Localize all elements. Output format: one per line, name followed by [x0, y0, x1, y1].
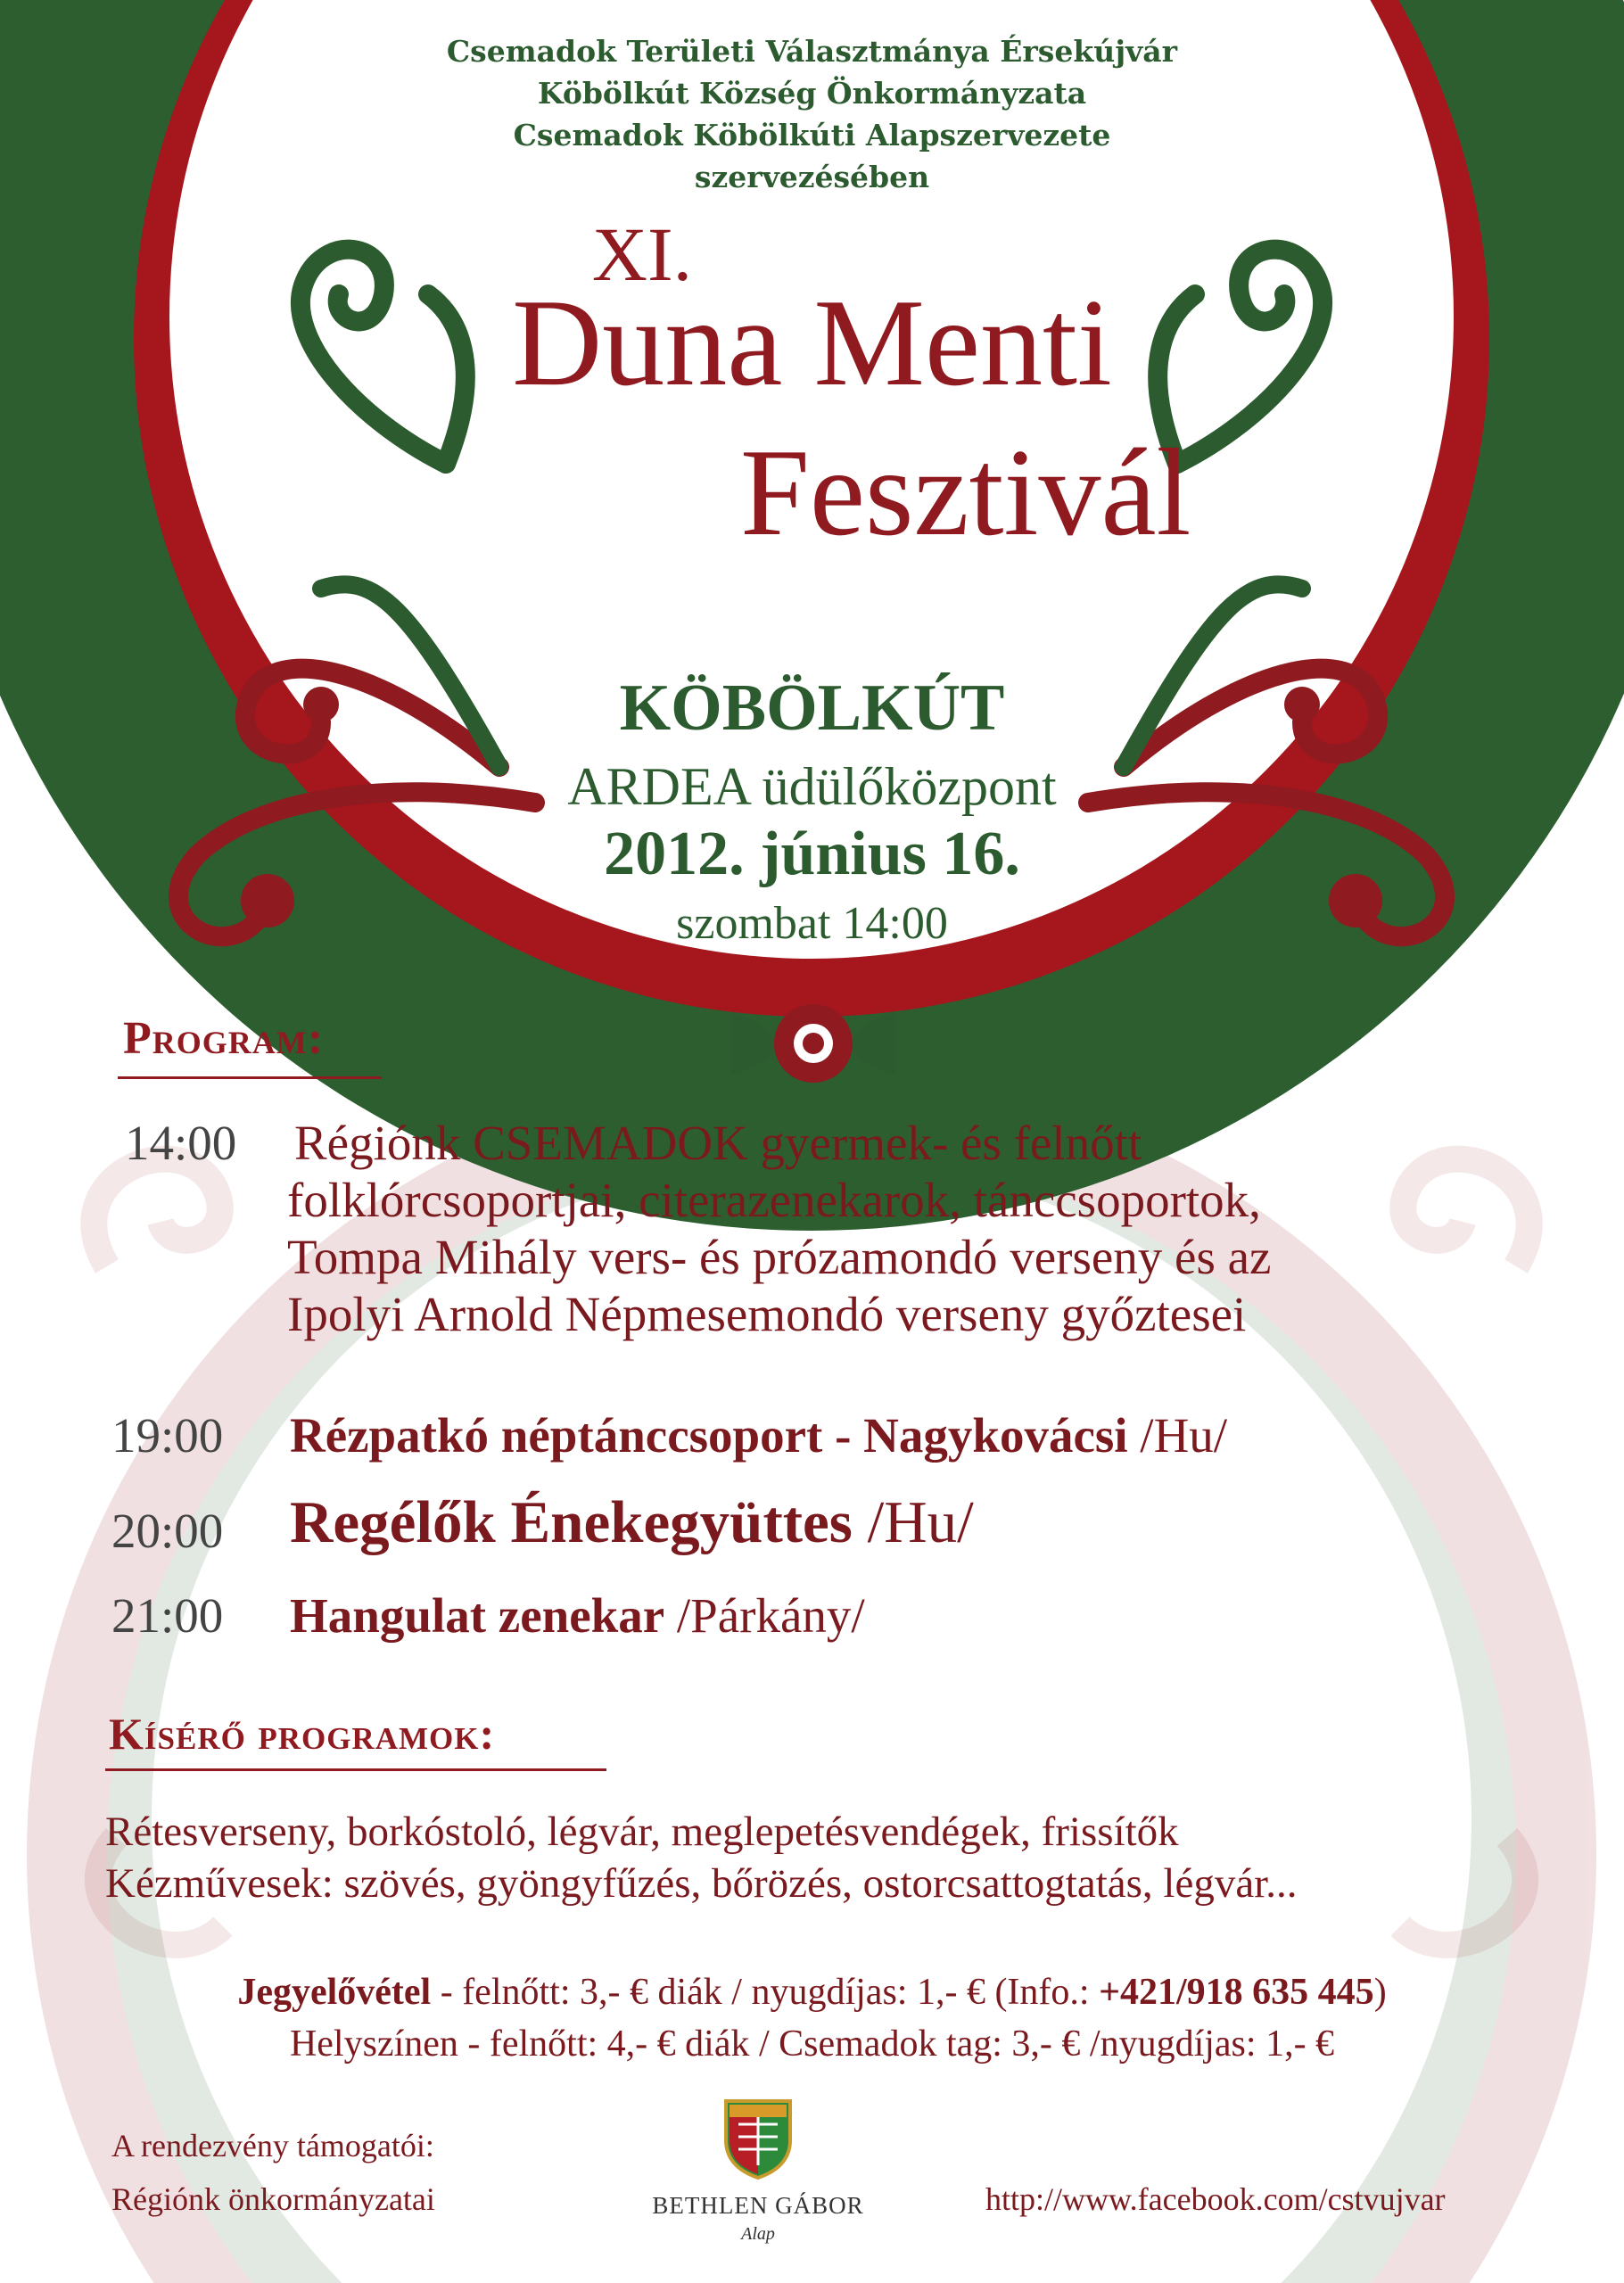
venue-day-time: szombat 14:00 [676, 898, 948, 949]
program-item-2-suffix: /Hu/ [1127, 1408, 1228, 1463]
venue-town: KÖBÖLKÚT [619, 672, 1005, 745]
ticket-presale-close: ) [1373, 1972, 1387, 2013]
program-item-3 [290, 1489, 974, 1555]
program-item-2 [290, 1407, 1227, 1464]
side-programs-list [105, 1806, 1298, 1909]
program-item-3-name: Regélők Énekegyüttes [290, 1489, 853, 1555]
logo-name: BETHLEN GÁBOR [652, 2192, 864, 2219]
ticket-presale-text: - felnőtt: 3,- € diák / nyugdíjas: 1,- € (Info.: [431, 1972, 1100, 2013]
program-heading-rule [118, 1076, 382, 1079]
side-programs-line-1: Rétesverseny, borkóstoló, légvár, meglepetésvendégek, frissítők [105, 1809, 1179, 1855]
ticket-presale [0, 1971, 1624, 2014]
organizer-3: Csemadok Köbölkúti Alapszervezete [513, 118, 1111, 152]
program-item-1-line-4: Ipolyi Arnold Népmesemondó verseny győztesei [287, 1287, 1247, 1341]
organizer-1: Csemadok Területi Választmánya Érsekújvár [446, 34, 1178, 69]
side-programs-line-2: Kézművesek: szövés, gyöngyfűzés, bőrözés, ostorcsattogtatás, légvár... [105, 1860, 1298, 1907]
organizer-note: szervezésében [694, 160, 930, 194]
program-item-4-name: Hangulat zenekar [290, 1588, 665, 1643]
program-time-4: 21:00 [111, 1588, 224, 1643]
organizers-block [0, 30, 1624, 198]
program-item-4 [290, 1587, 865, 1644]
ticket-presale-label: Jegyelővétel [237, 1972, 432, 2013]
venue-date: 2012. június 16. [604, 820, 1020, 888]
title-line-1: Duna Menti [512, 274, 1112, 412]
program-heading: Program: [123, 1013, 325, 1064]
program-item-1-continued [287, 1172, 1271, 1343]
program-item-1-line-3: Tompa Mihály vers- és prózamondó verseny és az [287, 1230, 1272, 1284]
program-item-1-line-1: Régiónk CSEMADOK gyermek- és felnőtt [294, 1116, 1142, 1170]
program-item-3-suffix: /Hu/ [852, 1489, 974, 1555]
program-time-3: 20:00 [111, 1504, 224, 1558]
bethlen-gabor-shield-icon [722, 2098, 794, 2180]
side-programs-heading-rule [105, 1768, 606, 1771]
side-programs-heading: Kísérő programok: [109, 1709, 496, 1759]
program-item-1 [294, 1115, 1142, 1172]
sponsors-text: Régiónk önkormányzatai [111, 2181, 435, 2217]
facebook-url-link[interactable]: http://www.facebook.com/cstvujvar [985, 2181, 1446, 2217]
program-item-2-name: Rézpatkó néptánccsoport - Nagykovácsi [290, 1408, 1128, 1463]
title-edition: XI. [591, 211, 693, 297]
ticket-phone: +421/918 635 445 [1099, 1972, 1374, 2013]
program-item-1-line-2: folklórcsoportjai, citerazenekarok, tánccsoportok, [287, 1173, 1261, 1227]
venue-place: ARDEA üdülőközpont [567, 757, 1057, 816]
organizer-2: Köbölkút Község Önkormányzata [537, 76, 1087, 111]
title-line-2: Fesztivál [740, 424, 1191, 562]
logo-sub: Alap [741, 2224, 775, 2244]
program-time-1: 14:00 [125, 1116, 237, 1170]
ticket-onsite: Helyszínen - felnőtt: 4,- € diák / Csemadok tag: 3,- € /nyugdíjas: 1,- € [289, 2023, 1335, 2065]
program-item-4-suffix: /Párkány/ [664, 1588, 865, 1643]
sponsors-label: A rendezvény támogatói: [111, 2128, 434, 2163]
program-time-2: 19:00 [111, 1408, 224, 1463]
